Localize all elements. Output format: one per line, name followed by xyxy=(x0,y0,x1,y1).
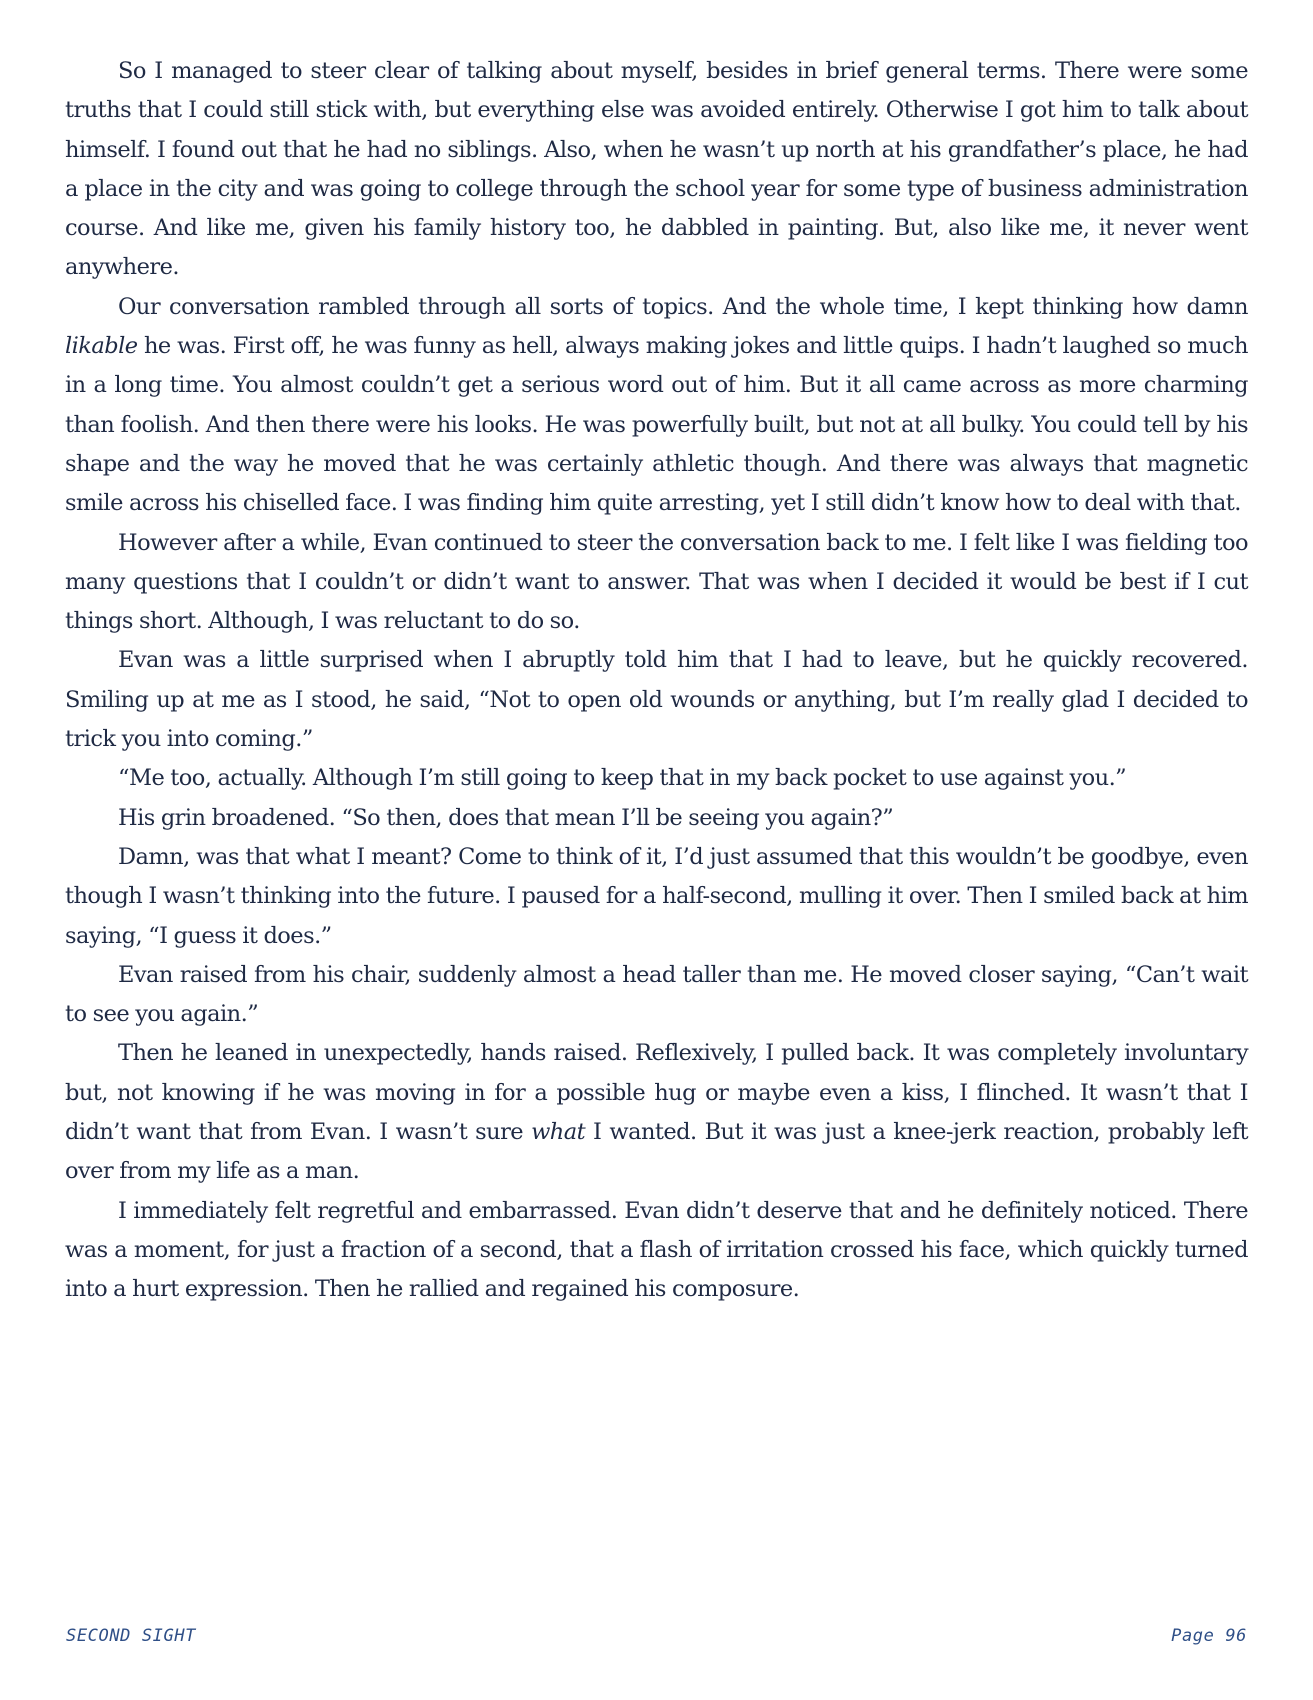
footer-book-title: SECOND SIGHT xyxy=(66,1626,197,1646)
paragraph-text: Evan was a little surprised when I abruptly told him that I had to leave, but he quickly recovered. Smiling up at me as I stood, he said, “Not to open old wounds or anything, but I’m really glad I decided to trick you into coming.” xyxy=(65,647,1248,753)
paragraph xyxy=(65,1034,1248,1191)
paragraph-text: Damn, was that what I meant? Come to think of it, I’d just assumed that this wouldn’t be goodbye, even though I wasn’t thinking into the future. I paused for a half-second, mulling it over. Then I smiled back at him saying, “I guess it does.” xyxy=(65,843,1248,949)
paragraph xyxy=(65,838,1248,956)
paragraph xyxy=(65,641,1248,759)
paragraph xyxy=(65,799,1248,838)
emphasis-text: what xyxy=(531,1119,586,1146)
paragraph xyxy=(65,956,1248,1035)
paragraph-text: I immediately felt regretful and embarrassed. Evan didn’t deserve that and he definitely noticed. There was a moment, for just a fraction of a second, that a flash of irritation crossed his face, which quickly turned into a hurt expression. Then he rallied and regained his composure. xyxy=(65,1197,1248,1303)
footer-page-number: Page 96 xyxy=(1171,1626,1247,1646)
paragraph xyxy=(65,288,1248,524)
paragraph xyxy=(65,524,1248,642)
emphasis-text: likable xyxy=(65,333,138,360)
paragraph-text: Our conversation rambled through all sorts of topics. And the whole time, I kept thinking how damn xyxy=(118,293,1248,320)
paragraph-text: he was. First off, he was funny as hell, always making jokes and little quips. I hadn’t laughed so much in a long time. You almost couldn’t get a serious word out of him. But it all came across as more charming than foolish. And then there were his looks. He was powerfully built, but not at all bulky. You could tell by his shape and the way he moved that he was certainly athletic though. And there was always that magnetic smile across his chiselled face. I was finding him quite arresting, yet I still didn’t know how to deal with that. xyxy=(65,333,1248,517)
paragraph-text: His grin broadened. “So then, does that mean I’ll be seeing you again?” xyxy=(118,804,894,831)
paragraph xyxy=(65,759,1248,798)
paragraph xyxy=(65,1192,1248,1310)
paragraph-text: I wanted. But it was just a knee-jerk reaction, probably left over from my life as a man. xyxy=(65,1119,1248,1185)
paragraph-text: Evan raised from his chair, suddenly almost a head taller than me. He moved closer saying, “Can’t wait to see you again.” xyxy=(65,961,1248,1028)
paragraph-text: So I managed to steer clear of talking about myself, besides in brief general terms. There were some truths that I could still stick with, but everything else was avoided entirely. Otherwise I got him to talk about himself. I found out that he had no siblings. Also, when he wasn’t up north at his grandfather’s place, he had a place in the city and was going to college through the school year for some type of business administration course. And like me, given his family history too, he dabbled in painting. But, also like me, it never went anywhere. xyxy=(65,58,1248,281)
paragraph-text: However after a while, Evan continued to steer the conversation back to me. I felt like I was fielding too many questions that I couldn’t or didn’t want to answer. That was when I decided it would be best if I cut things short. Although, I was reluctant to do so. xyxy=(65,529,1248,635)
paragraph-text: “Me too, actually. Although I’m still going to keep that in my back pocket to use against you.” xyxy=(118,765,1127,792)
paragraph xyxy=(65,52,1248,288)
page-body xyxy=(65,52,1248,1310)
paragraph-text: Then he leaned in unexpectedly, hands raised. Reflexively, I pulled back. It was completely involuntary but, not knowing if he was moving in for a possible hug or maybe even a kiss, I flinched. It wasn’t that I didn’t want that from Evan. I wasn’t sure xyxy=(65,1040,1248,1146)
